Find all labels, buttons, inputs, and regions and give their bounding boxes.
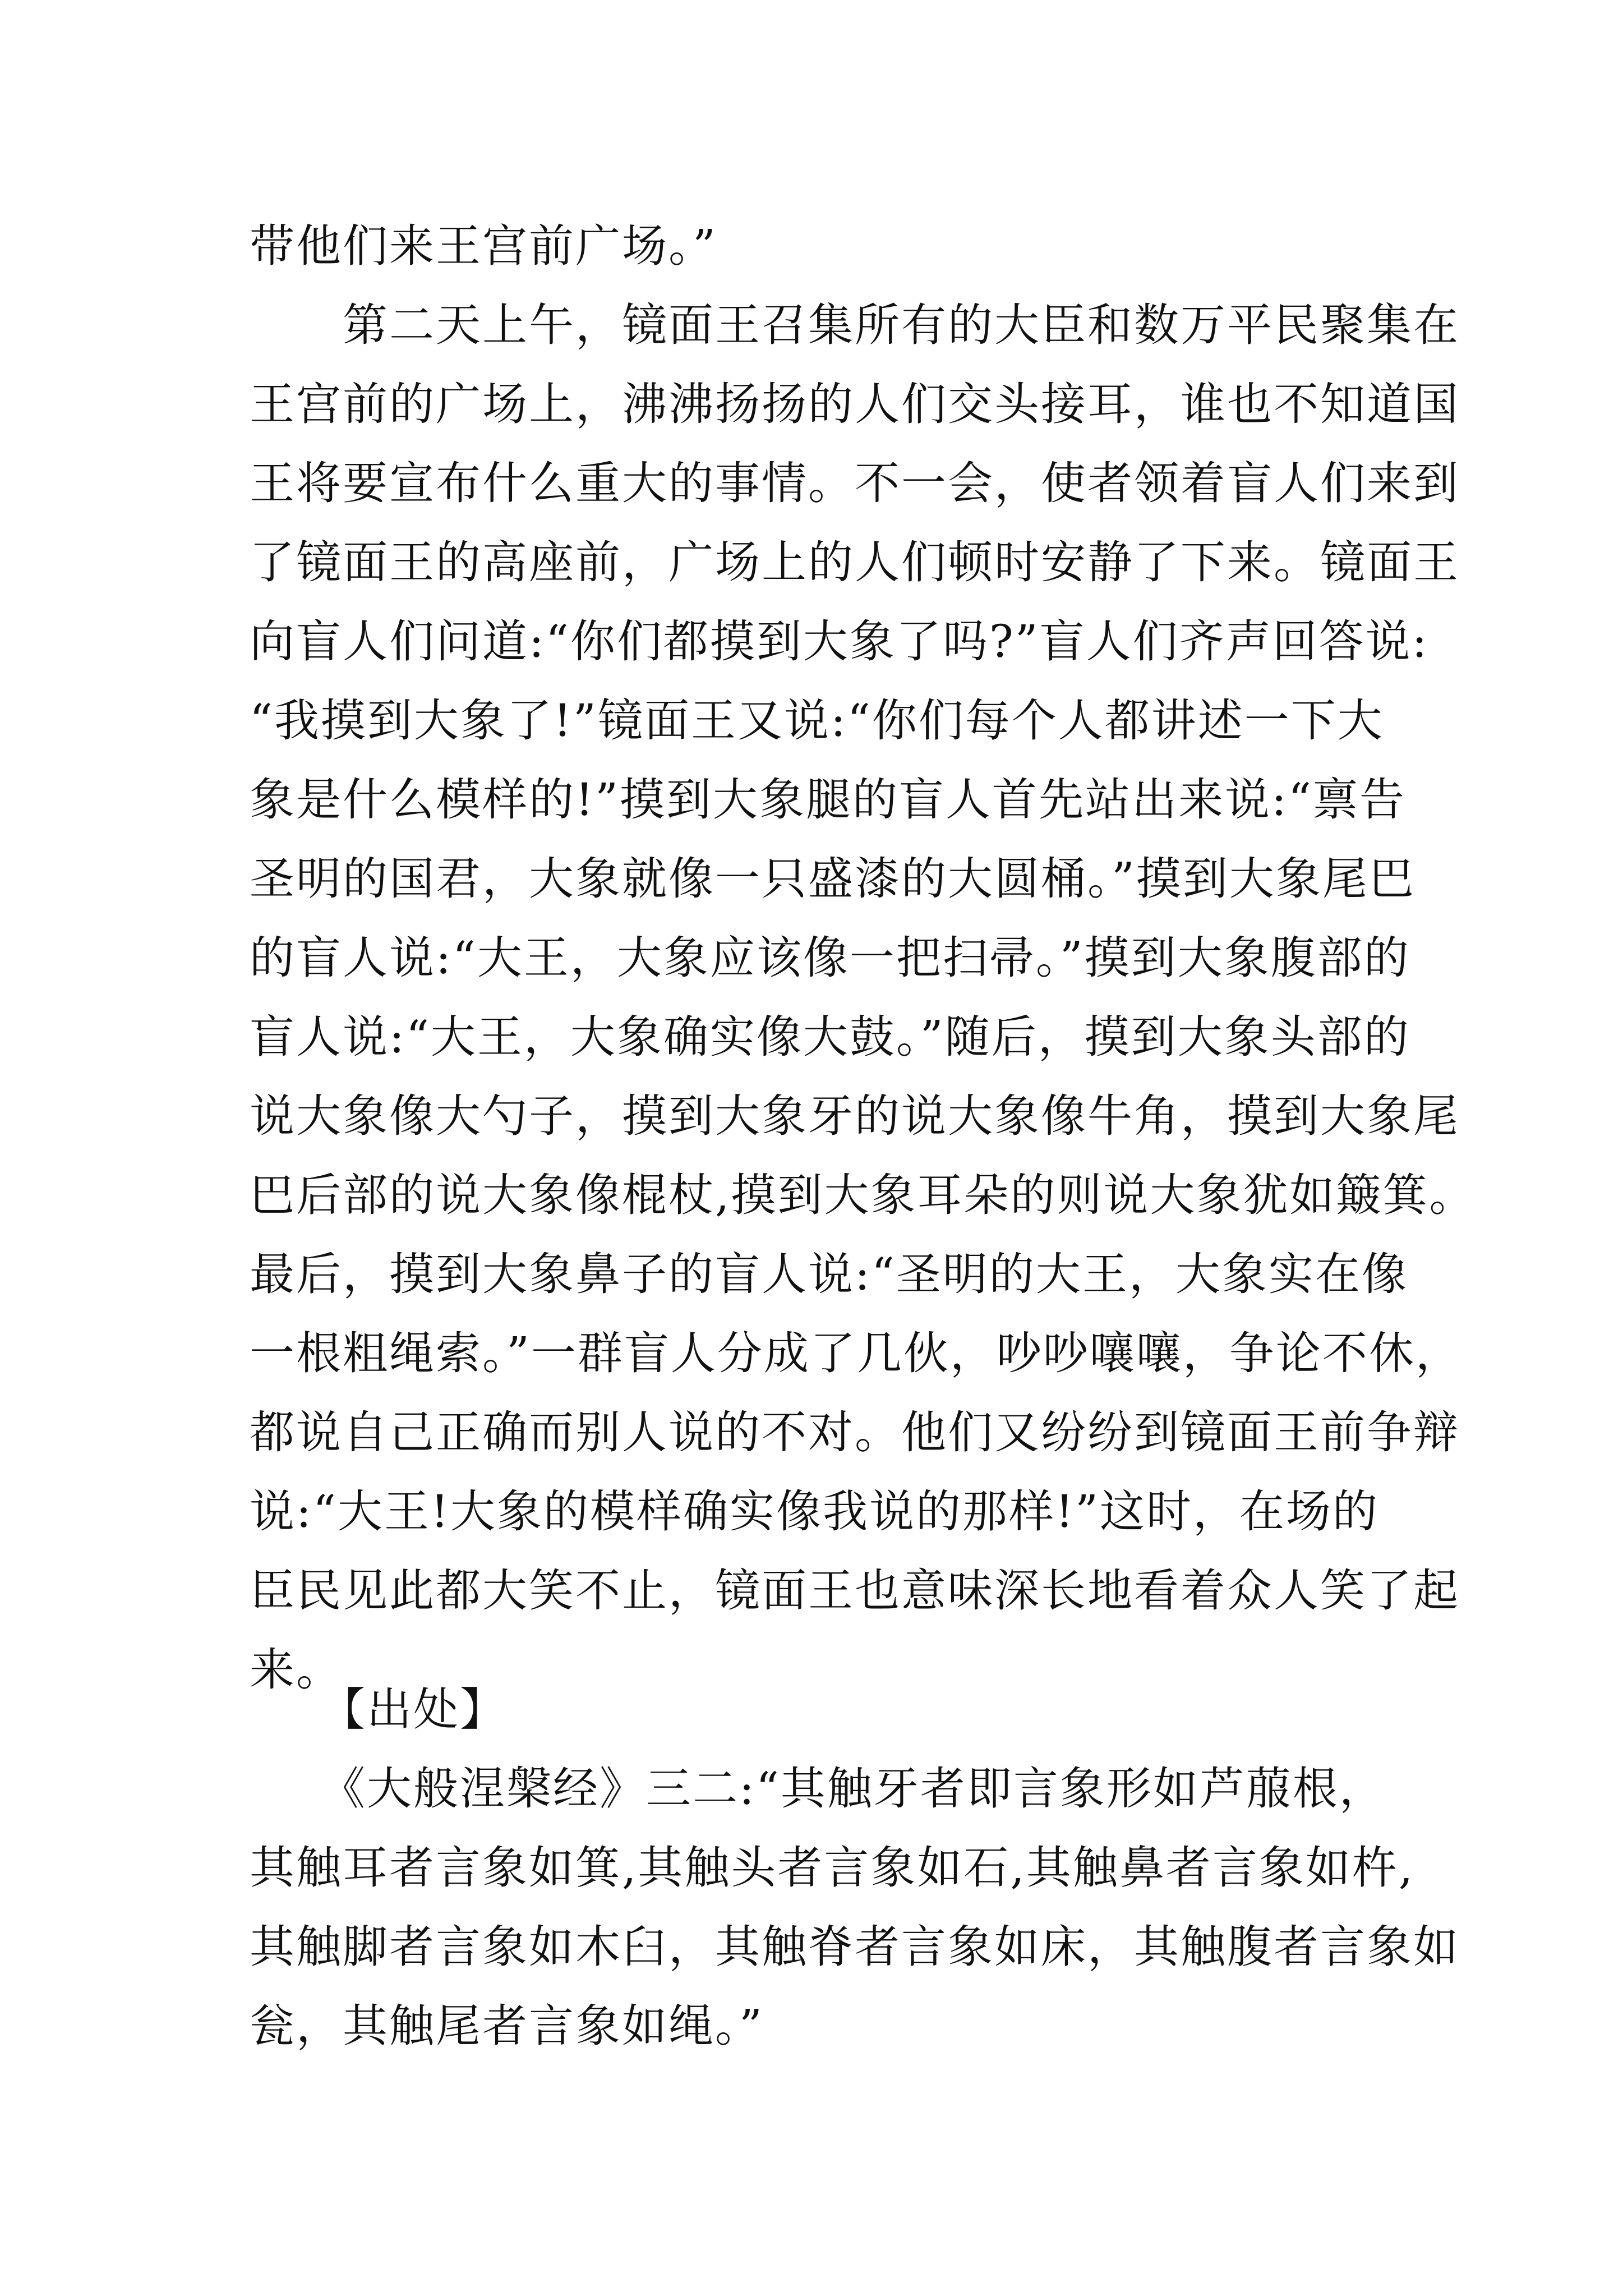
story-paragraph <box>250 286 1476 1709</box>
text-line: 巴后部的说大象像棍杖,摸到大象耳朵的则说大象犹如簸箕。 <box>250 1169 1476 1221</box>
text-line: 臣民见此都大笑不止，镜面王也意味深长地看着众人笑了起 <box>250 1565 1460 1617</box>
section-heading <box>250 1670 1391 1749</box>
text-line: 的盲人说:“大王，大象应该像一把扫帚。”摸到大象腹部的 <box>250 932 1410 984</box>
text-line: 《大般涅槃经》三二:“其触牙者即言象形如芦菔根， <box>250 1763 1386 1815</box>
text-line: 了镜面王的高座前，广场上的人们顿时安静了下来。镜面王 <box>250 536 1460 588</box>
text-line: 说大象像大勺子，摸到大象牙的说大象像牛角，摸到大象尾 <box>250 1090 1460 1142</box>
text-line: 瓮，其触尾者言象如绳。” <box>250 2000 764 2052</box>
text-line: 带他们来王宫前广场。” <box>250 220 717 272</box>
text-line: 圣明的国君，大象就像一只盛漆的大圆桶。”摸到大象尾巴 <box>250 853 1415 905</box>
text-line: 象是什么模样的!”摸到大象腿的盲人首先站出来说:“禀告 <box>250 774 1406 826</box>
text-line: 王将要宣布什么重大的事情。不一会，使者领着盲人们来到 <box>250 457 1460 509</box>
paragraph-continuation <box>250 206 1391 286</box>
text-line: 盲人说:“大王，大象确实像大鼓。”随后，摸到大象头部的 <box>250 1011 1410 1063</box>
source-heading: 【出处】 <box>250 1683 506 1736</box>
text-line: 其触耳者言象如箕,其触头者言象如石,其触鼻者言象如杵, <box>250 1842 1415 1894</box>
text-line: 第二天上午，镜面王召集所有的大臣和数万平民聚集在 <box>250 299 1460 351</box>
text-line: 来。 <box>250 1644 343 1696</box>
text-line: 说:“大王!大象的模样确实像我说的那样!”这时，在场的 <box>250 1485 1380 1538</box>
text-line: 向盲人们问道:“你们都摸到大象了吗?”盲人们齐声回答说: <box>250 615 1429 668</box>
text-line: 一根粗绳索。”一群盲人分成了几伙，吵吵嚷嚷，争论不休， <box>250 1327 1462 1379</box>
text-line: 王宫前的广场上，沸沸扬扬的人们交头接耳，谁也不知道国 <box>250 378 1460 430</box>
text-line: 都说自己正确而别人说的不对。他们又纷纷到镜面王前争辩 <box>250 1406 1460 1458</box>
text-line: 最后，摸到大象鼻子的盲人说:“圣明的大王，大象实在像 <box>250 1248 1408 1300</box>
text-line: 其触脚者言象如木臼，其触脊者言象如床，其触腹者言象如 <box>250 1921 1460 1973</box>
source-quote-paragraph <box>250 1749 1460 2065</box>
text-line: “我摸到大象了!”镜面王又说:“你们每个人都讲述一下大 <box>250 694 1384 747</box>
